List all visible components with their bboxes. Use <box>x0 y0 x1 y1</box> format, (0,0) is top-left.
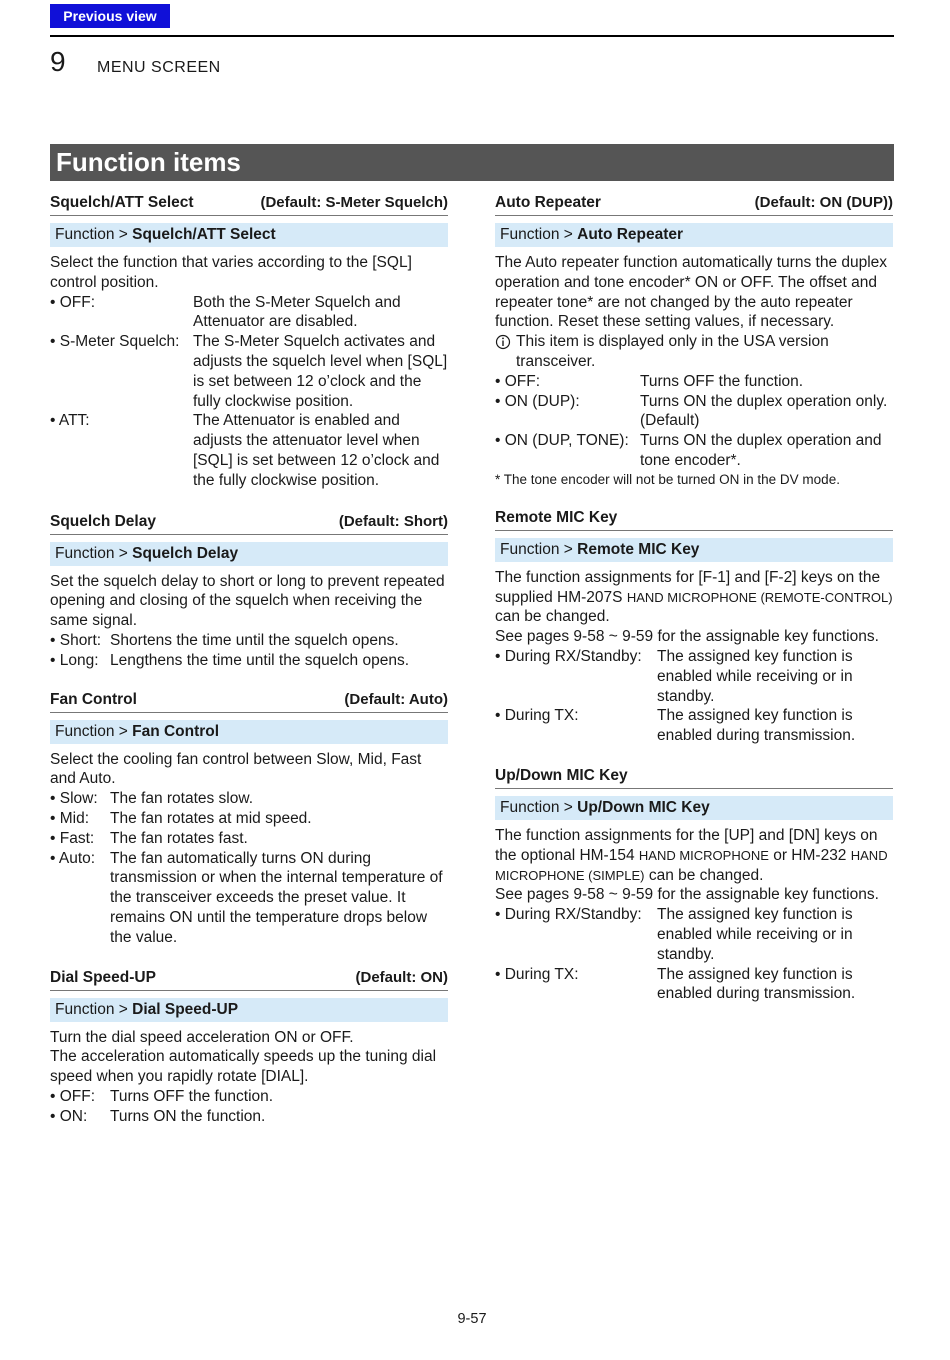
menu-path <box>495 796 893 820</box>
item-remote-mic-key <box>495 509 893 746</box>
menu-path <box>495 223 893 247</box>
page-number: 9-57 <box>457 1311 487 1327</box>
option-row <box>495 431 893 471</box>
option-value: Shortens the time until the squelch opens. <box>110 631 399 649</box>
menu-path-prefix: Function > <box>55 722 133 740</box>
menu-path-prefix: Function > <box>55 226 133 243</box>
item-auto-repeater <box>495 194 893 489</box>
chapter-title: MENU SCREEN <box>97 59 221 76</box>
intro-smallcaps: HAND MICROPHONE (REMOTE-CONTROL) <box>626 589 893 605</box>
item-intro: The Auto repeater function automatically turns the duplex operation and tone encoder* ON or OFF. The offset and repeater tone* are not changed by the auto repeater function. Reset these setting values, if necessary. <box>495 254 888 331</box>
option-row <box>50 411 448 490</box>
item-intro: Turn the dial speed acceleration ON or OFF. <box>50 1028 354 1046</box>
option-value: Turns OFF the function. <box>110 1087 274 1105</box>
info-icon <box>495 332 516 372</box>
item-intro: Select the function that varies according to the [SQL] control position. <box>50 254 412 291</box>
option-row <box>50 849 448 948</box>
item-intro <box>495 826 893 885</box>
item-title: Auto Repeater <box>495 194 601 211</box>
item-title: Squelch Delay <box>50 512 156 530</box>
item-intro-2: The acceleration automatically speeds up the tuning dial speed when you rapidly rotate [DIAL]. <box>50 1048 437 1086</box>
option-row <box>495 392 893 432</box>
intro-smallcaps-2: HAND MICROPHONE (SIMPLE) <box>495 847 888 883</box>
option-key: • OFF: <box>50 293 96 311</box>
option-value: Lengthens the time until the squelch opens. <box>110 651 410 669</box>
item-description <box>50 1028 448 1127</box>
info-note <box>495 332 893 372</box>
item-heading <box>50 513 448 535</box>
info-note-text: This item is displayed only in the USA version transceiver. <box>516 333 829 370</box>
option-row <box>50 631 448 651</box>
item-title: Fan Control <box>50 690 137 708</box>
item-default: (Default: ON (DUP)) <box>754 194 893 211</box>
item-heading <box>50 969 448 991</box>
menu-path-item: Auto Repeater <box>577 226 684 243</box>
option-row <box>50 829 448 849</box>
intro-text: The function assignments for [F-1] and [F-2] keys on the supplied HM-207S <box>495 568 881 606</box>
item-description <box>50 572 448 671</box>
item-description <box>50 253 448 491</box>
option-key: • Long: <box>50 651 99 669</box>
menu-path-prefix: Function > <box>500 798 578 816</box>
option-value: The assigned key function is enabled during transmission. <box>657 707 856 745</box>
previous-view-button[interactable]: Previous view <box>50 4 170 28</box>
intro-text-end: can be changed. <box>495 608 610 626</box>
option-value: The fan rotates fast. <box>110 829 248 847</box>
item-title: Up/Down MIC Key <box>495 766 628 784</box>
menu-path-prefix: Function > <box>55 544 133 562</box>
option-key: • During RX/Standby: <box>495 906 642 924</box>
top-divider <box>50 35 894 37</box>
option-key: • OFF: <box>495 372 541 390</box>
option-value: Turns OFF the function. <box>640 372 804 390</box>
item-default: (Default: ON) <box>355 968 448 986</box>
option-row <box>50 293 448 333</box>
footnote: * The tone encoder will not be turned ON in the DV mode. <box>495 471 840 487</box>
option-value: The fan rotates slow. <box>110 790 254 808</box>
menu-path-prefix: Function > <box>500 226 578 243</box>
item-description <box>495 826 893 1004</box>
item-squelch-delay <box>50 513 448 671</box>
option-key: • Short: <box>50 631 102 649</box>
item-updown-mic-key <box>495 767 893 1004</box>
option-value: The fan automatically turns ON during transmission or when the internal temperature of the transceiver exceeds the preset value. It remains ON until the temperature drops below the value. <box>110 849 443 946</box>
option-key: • Slow: <box>50 790 98 808</box>
option-value: Turns ON the duplex operation only. (Default) <box>640 392 888 430</box>
option-row <box>50 809 448 829</box>
intro-text-end: can be changed. <box>644 866 764 884</box>
item-squelch-att-select <box>50 194 448 491</box>
see-pages: See pages 9-58 ~ 9-59 for the assignable key functions. <box>495 628 879 646</box>
option-value: The fan rotates at mid speed. <box>110 809 312 827</box>
item-heading <box>495 767 893 789</box>
option-value: Both the S-Meter Squelch and Attenuator are disabled. <box>193 293 401 331</box>
option-value: The Attenuator is enabled and adjusts the attenuator level when [SQL] is set between 12 o’clock and the fully clockwise position. <box>193 412 440 489</box>
item-description <box>495 253 893 489</box>
option-key: • OFF: <box>50 1087 96 1105</box>
option-value: The assigned key function is enabled while receiving or in standby. <box>657 906 853 963</box>
option-row <box>495 647 893 706</box>
item-default: (Default: S-Meter Squelch) <box>260 194 448 211</box>
option-row <box>495 905 893 964</box>
item-heading <box>495 509 893 531</box>
option-key: • S-Meter Squelch: <box>50 333 180 351</box>
option-value: The assigned key function is enabled during transmission. <box>657 965 856 1003</box>
item-intro <box>495 568 893 627</box>
option-value: The S-Meter Squelch activates and adjusts the squelch level when [SQL] is set between 12 o’clock and the fully clockwise position. <box>193 333 448 410</box>
chapter-number: 9 <box>50 46 66 77</box>
option-key: • During TX: <box>495 965 579 983</box>
option-key: • During RX/Standby: <box>495 647 642 665</box>
menu-path-item: Remote MIC Key <box>577 540 700 558</box>
item-intro: Set the squelch delay to short or long to prevent repeated opening and closing of the squelch when receiving the same signal. <box>50 572 445 630</box>
option-row <box>495 706 893 746</box>
option-row <box>50 1107 448 1127</box>
option-key: • Auto: <box>50 849 96 867</box>
option-value: Turns ON the duplex operation and tone encoder*. <box>640 432 882 469</box>
left-column <box>50 194 448 1147</box>
menu-path <box>50 223 448 247</box>
item-fan-control <box>50 691 448 948</box>
intro-text: The function assignments for the [UP] and [DN] keys on the optional HM-154 <box>495 826 878 864</box>
option-row <box>50 1087 448 1107</box>
item-default: (Default: Short) <box>338 512 448 530</box>
option-key: • Mid: <box>50 809 90 827</box>
option-row <box>495 965 893 1005</box>
menu-path-prefix: Function > <box>500 540 578 558</box>
menu-path-item: Fan Control <box>132 722 220 740</box>
item-heading <box>50 691 448 713</box>
intro-text-mid: or HM-232 <box>768 846 851 864</box>
item-title: Dial Speed-UP <box>50 968 156 986</box>
option-row <box>50 332 448 411</box>
menu-path-item: Squelch Delay <box>132 544 239 562</box>
intro-smallcaps: HAND MICROPHONE <box>638 847 769 863</box>
option-key: • During TX: <box>495 707 579 725</box>
option-row <box>50 789 448 809</box>
right-column <box>495 194 893 1024</box>
menu-path-prefix: Function > <box>55 1000 133 1018</box>
see-pages: See pages 9-58 ~ 9-59 for the assignable key functions. <box>495 886 879 904</box>
item-title: Remote MIC Key <box>495 508 618 526</box>
item-dial-speed-up <box>50 969 448 1127</box>
option-key: • ON: <box>50 1107 88 1125</box>
item-description <box>495 568 893 746</box>
option-key: • ON (DUP, TONE): <box>495 432 629 450</box>
menu-path-item: Squelch/ATT Select <box>132 226 276 243</box>
option-value: The assigned key function is enabled while receiving or in standby. <box>657 647 853 705</box>
item-description <box>50 750 448 948</box>
item-title: Squelch/ATT Select <box>50 194 194 211</box>
menu-path <box>50 720 448 744</box>
menu-path-item: Dial Speed-UP <box>132 1000 239 1018</box>
item-intro: Select the cooling fan control between Slow, Mid, Fast and Auto. <box>50 750 422 788</box>
option-key: • ATT: <box>50 412 90 430</box>
option-value: Turns ON the function. <box>110 1107 266 1125</box>
option-row <box>495 372 893 392</box>
option-row <box>50 651 448 671</box>
item-heading <box>495 194 893 216</box>
section-title: Function items <box>50 144 894 181</box>
menu-path <box>50 542 448 566</box>
option-key: • Fast: <box>50 829 95 847</box>
item-heading <box>50 194 448 216</box>
item-default: (Default: Auto) <box>344 690 448 708</box>
menu-path <box>495 538 893 562</box>
option-key: • ON (DUP): <box>495 392 580 410</box>
menu-path <box>50 998 448 1022</box>
menu-path-item: Up/Down MIC Key <box>577 798 710 816</box>
